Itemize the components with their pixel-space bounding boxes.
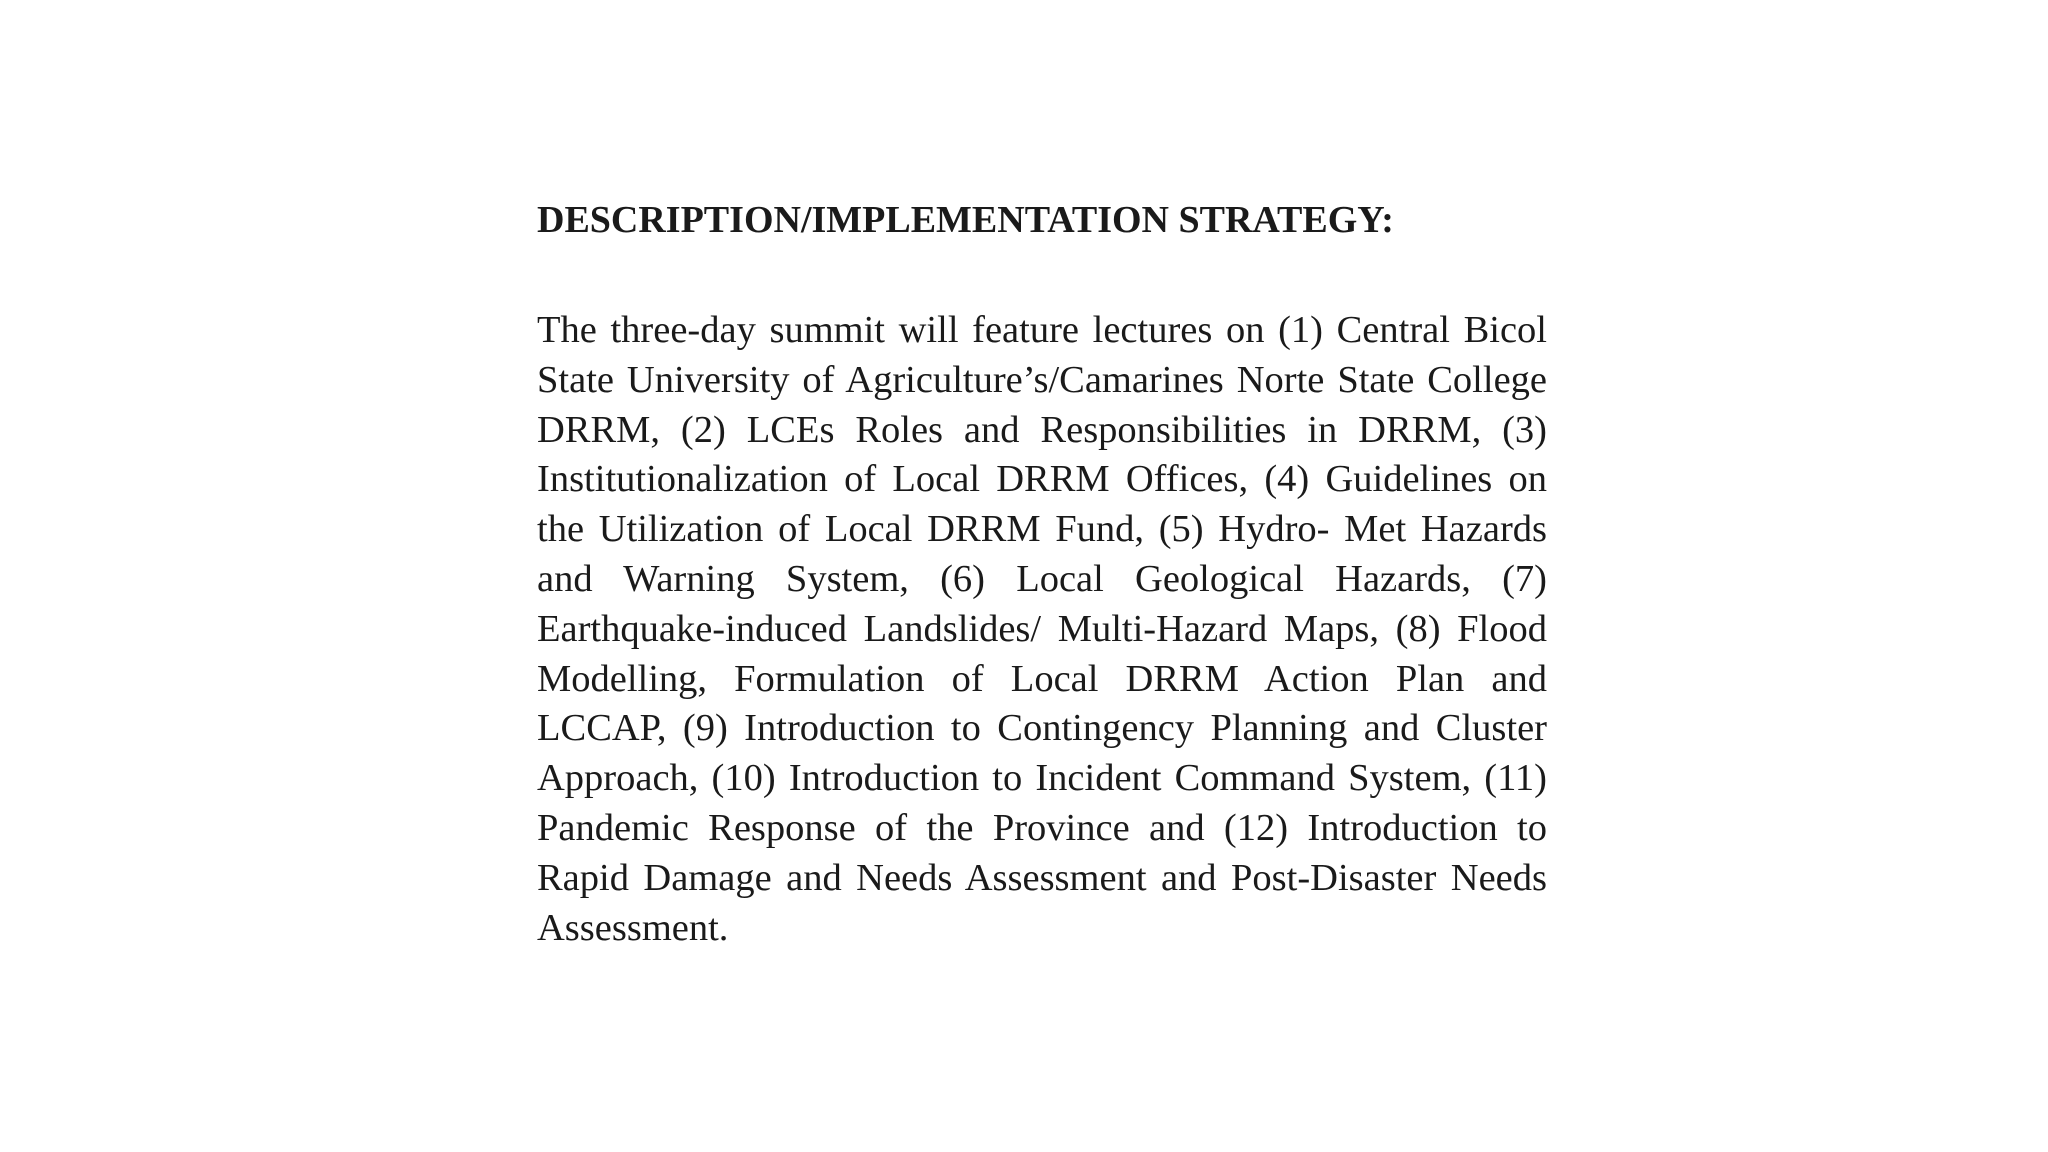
paragraph-line: Rapid Damage and Needs Assessment and Post-Disaster Needs	[537, 856, 1547, 899]
paragraph-line: Earthquake-induced Landslides/ Multi-Hazard Maps, (8) Flood	[537, 607, 1547, 650]
section-heading: DESCRIPTION/IMPLEMENTATION STRATEGY:	[537, 199, 1394, 241]
paragraph-line: the Utilization of Local DRRM Fund, (5) Hydro- Met Hazards	[537, 508, 1547, 551]
paragraph-line: Assessment.	[537, 906, 729, 949]
paragraph-line: Modelling, Formulation of Local DRRM Action Plan and	[537, 657, 1547, 700]
paragraph-line: The three-day summit will feature lectures on (1) Central Bicol	[537, 309, 1547, 351]
paragraph-line: Pandemic Response of the Province and (12) Introduction to	[537, 806, 1547, 849]
document-content	[537, 192, 1547, 953]
paragraph-line: and Warning System, (6) Local Geological Hazards, (7)	[537, 557, 1547, 600]
paragraph-line: Institutionalization of Local DRRM Offices, (4) Guidelines on	[537, 458, 1547, 501]
description-paragraph	[537, 306, 1547, 953]
paragraph-line: State University of Agriculture’s/Camarines Norte State College	[537, 358, 1547, 401]
paragraph-line: Approach, (10) Introduction to Incident Command System, (11)	[537, 757, 1547, 800]
paragraph-line: LCCAP, (9) Introduction to Contingency Planning and Cluster	[537, 707, 1547, 750]
paragraph-line: DRRM, (2) LCEs Roles and Responsibilities in DRRM, (3)	[537, 408, 1547, 451]
